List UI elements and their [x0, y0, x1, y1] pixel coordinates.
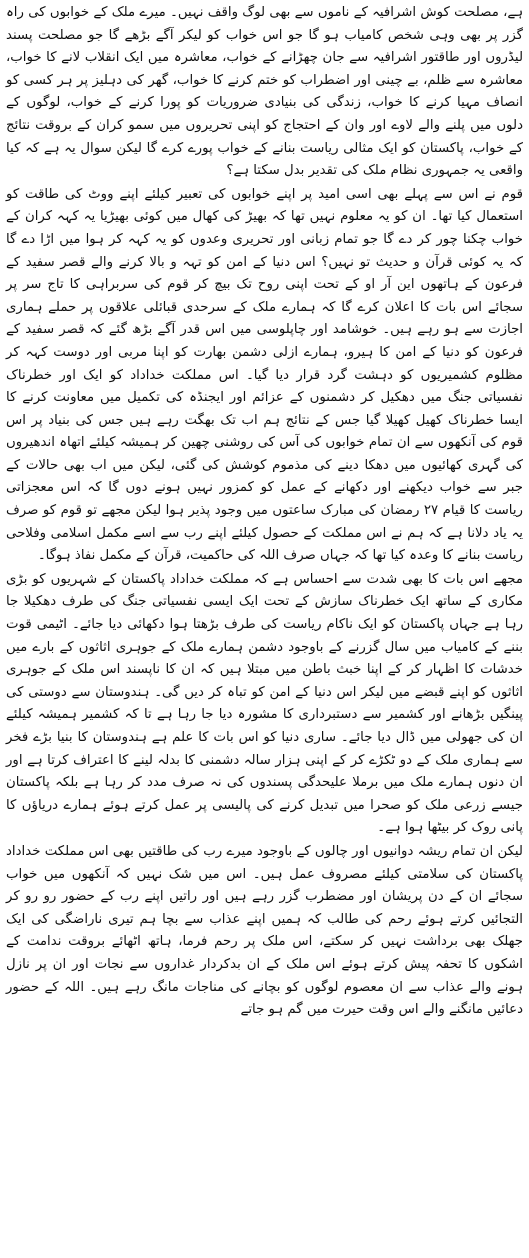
article-paragraph-1: ہے، مصلحت کوش اشرافیہ کے ناموں سے بھی لوگ واقف نہیں۔ میرے ملک کے خوابوں کی راہ گزر پر بھی وہی شخص کامیاب ہو گا جو اس خواب کو لیکر آگے بڑھے گا جو مصلحت پسند لیڈروں اور طاقتور اشرافیہ سے جان چھڑانے کے خواب، معاشرہ میں ایک انقلاب لانے کا خواب، معاشرہ سے ظلم، بے چینی اور اضطراب کو ختم کرنے کا خواب، گھر کی دہلیز پر ہر کسی کو انصاف مہیا کرنے کا خواب، زندگی کی بنیادی ضروریات کو پورا کرنے کے خواب، لوگوں کے دلوں میں پلنے والے لاوے اور وان کے احتجاج کو اپنی تحریروں میں سمو کران کے بروقت نتائج کے خواب، پاکستان کو ایک مثالی ریاست بنانے کے خواب پورے کرے گا لیکن سوال یہ ہے کہ کیا واقعی یہ جمہوری نظام ملک کی تقدیر بدل سکتا ہے؟: [6, 5, 523, 179]
article-paragraph-4: لیکن ان تمام ریشہ دوانیوں اور چالوں کے باوجود میرے رب کی طاقتیں بھی اس مملکت خداداد پاکستان کی سلامتی کیلئے مصروف عمل ہیں۔ اس میں شک نہیں کہ آنکھوں میں خواب سجائے ان کے دن پریشان اور مضطرب گزر رہے ہیں اور راتیں اپنے رب کے حضور رو رو کر التجائیں کرتے ہوئے رحم کی طالب کہ ہمیں اپنے عذاب سے بچا ہم تیری ناراضگی کی ایک جھلک بھی برداشت نہیں کر سکتے، اس ملک پر رحم فرما، ہاتھ اٹھائے بروقت ندامت کے اشکوں کا تحفہ پیش کرتے ہوئے اس ملک کے ان بدکردار غداروں سے نجات اور ان پر نازل ہونے والے عذاب سے ان معصوم لوگوں کو بچانے کی مناجات مانگ رہے ہیں۔ اللہ کے حضور دعائیں مانگنے والے اس وقت حیرت میں گم ہو جاتے: [6, 843, 523, 1018]
article-paragraph-2: قوم نے اس سے پہلے بھی اسی امید پر اپنے خوابوں کی تعبیر کیلئے اپنے ووٹ کی طاقت کو استعمال کیا تھا۔ ان کو یہ معلوم نہیں تھا کہ بھیڑ کی کھال میں کوئی بھیڑیا یہ کہہ کران کے خواب چکنا چور کر دے گا جو تمام زبانی اور تحریری وعدوں کو یہ کہہ کر ہوا میں اڑا دے گا کہ یہ کوئی قرآن و حدیث تو نہیں؟ اس دنیا کے امن کو تہہ و بالا کرنے والے قصر سفید کے فرعون کے ہاتھوں این آر او کے تحت اپنی روح تک بیچ کر قوم کی سربراہی کا تاج سر پر سجائے اس بات کا اعلان کرے گا کہ ہمارے ملک کے سرحدی قبائلی علاقوں پر حملے ہماری اجازت سے ہو رہے ہیں۔ خوشامد اور چاپلوسی میں اس قدر آگے بڑھ گئے کہ قصر سفید کے فرعون کو دنیا کے امن کا ہیرو، ہمارے ازلی دشمن بھارت کو اپنا مربی اور دوست کہہ کر مظلوم کشمیریوں کو دہشت گرد قرار دیا گیا۔ اس مملکت خداداد کو ایک اور خطرناک نفسیاتی جنگ میں دھکیل کر دشمنوں کے عزائم اور ایجنڈہ کی تکمیل میں معاونت کرنے کا ایسا خطرناک کھیل کھیلا گیا جس کے نتائج ہم اب تک بھگت رہے ہیں جس کی بنیاد پر اس قوم کی آنکھوں سے ان تمام خوابوں کی آس کی روشنی چھین کر ہمیشہ کیلئے اتھاہ اندھیروں کی گہری کھائیوں میں دھکا دینے کی مذموم کوشش کی گئی، لیکن میں اب بھی حالات کے جبر سے خواب دیکھنے اور دکھانے کے عمل کو کمزور نہیں ہونے دوں گا کہ اس معجزاتی ریاست کا قیام ۲۷ رمضان کی مبارک ساعتوں میں وجود پذیر ہوا لیکن مجھے تو قوم کو صرف یہ یاد دلانا ہے کہ ہم نے اس مملکت کے حصول کیلئے اپنے رب سے اسے مکمل اسلامی وفلاحی ریاست بنانے کا وعدہ کیا تھا کہ جہاں صرف اللہ کی حاکمیت، قرآن کے مکمل نفاذ ہوگا۔: [6, 186, 523, 564]
article-paragraph-3: مجھے اس بات کا بھی شدت سے احساس ہے کہ مملکت خداداد پاکستان کے شہریوں کو بڑی مکاری کے ساتھ ایک خطرناک سازش کے تحت ایک ایسی نفسیاتی جنگ کی طرف دھکیلا جا رہا ہے جہاں پاکستان کو ایک ناکام ریاست کی طرف بڑھتا ہوا دکھائی دیا جائے۔ اٹیمی قوت بننے کے کامیاب میں سال گزرنے کے باوجود دشمن ہمارے ملک کے جوہری اثاثوں کے بارے میں خدشات کا اظہار کر کے اپنا خبث باطن میں مبتلا ہیں کہ ان کا ناپسند اس ملک کے جوہری اثاثوں کو اپنے قبضے میں لیکر اس دنیا کے امن کو تباہ کر دیں گی۔ ہندوستان سے دوستی کی پینگیں بڑھانے اور کشمیر سے دستبرداری کا مشورہ دیا جا رہا ہے تا کہ کشمیر ہمیشہ کیلئے ان کی جھولی میں ڈال دیا جائے۔ ساری دنیا کو اس بات کا علم ہے ہندوستان کا بنیا بڑے فخر سے ہماری ملک کے دو ٹکڑے کر کے اپنی ہزار سالہ دشمنی کا بدلہ لینے کا اعتراف کرتا ہے اور ان دنوں ہمارے ملک میں برملا علیحدگی پسندوں کی نہ صرف مدد کر رہا ہے بلکہ پاکستان جیسے زرعی ملک کو صحرا میں تبدیل کرنے کی پالیسی پر عمل کرتے ہوئے ہمارے دریاؤں کا پانی روک کر بیٹھا ہوا ہے۔: [6, 571, 523, 836]
